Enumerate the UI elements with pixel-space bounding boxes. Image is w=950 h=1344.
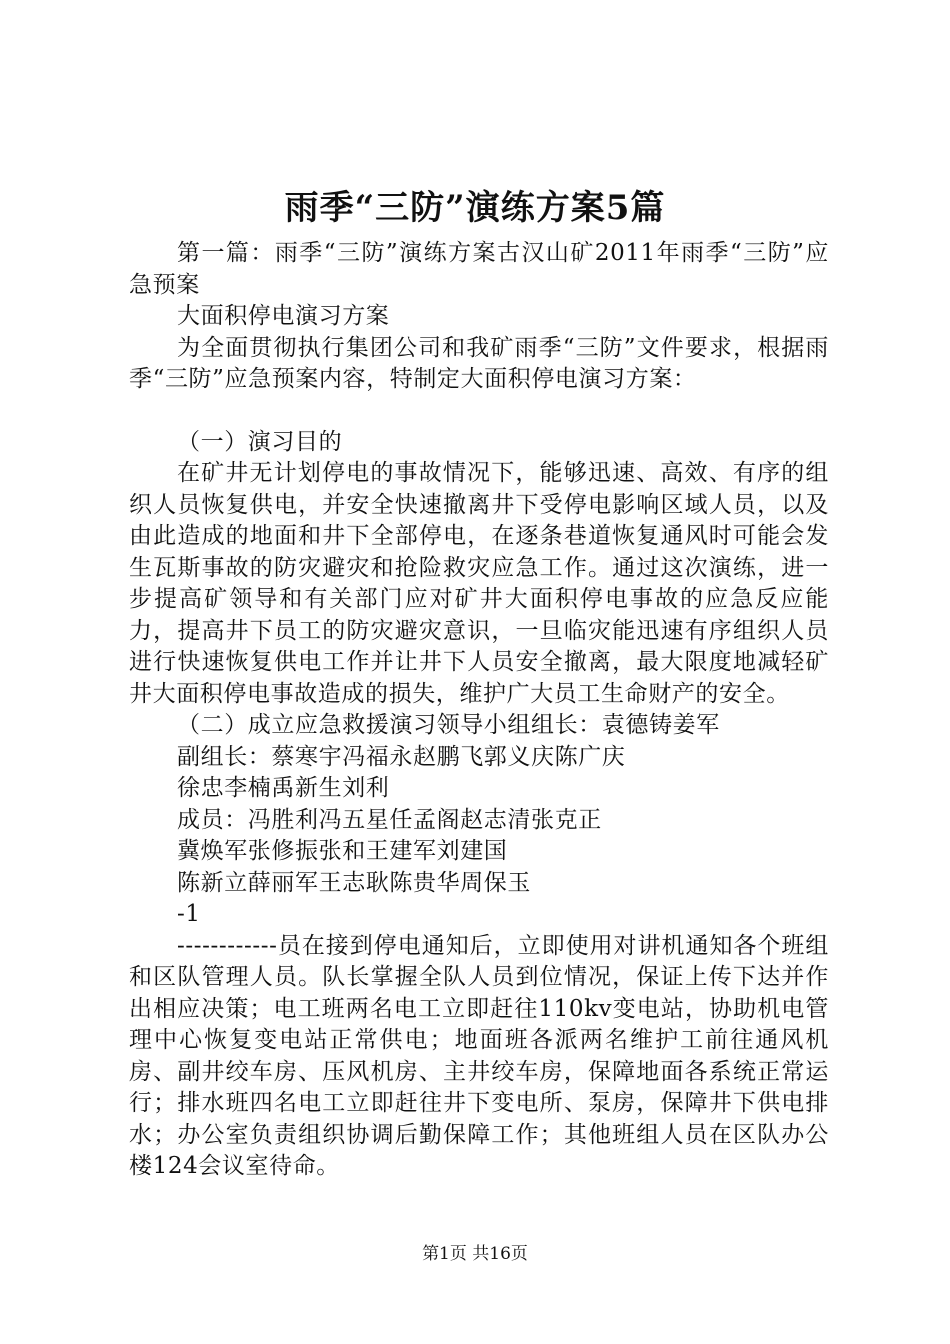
paragraph-members-cont-2: 陈新立薛丽军王志耿陈贵华周保玉 (177, 869, 531, 896)
section-heading-leadership: （二）成立应急救援演习领导小组组长：袁德铸姜军 (177, 712, 720, 738)
paragraph-procedure: ------------员在接到停电通知后，立即使用对讲机通知各个班组和区队管理人员。队长掌握全队人员到位情况，保证上传下达并作出相应决策；电工班两名电工立即赶往110kv变电站，协助机电管理中心恢复变电站正常供电；地面班各派两名维护工前往通风机房、副井绞车房、压风机房、主井绞车房，保障地面各系统正常运行；排水班四名电工立即赶往井下变电所、泵房，保障井下供电排水；办公室负责组织协调后勤保障工作；其他班组人员在区队办公楼124会议室待命。 (129, 932, 829, 1179)
section-heading-objective: （一）演习目的 (177, 428, 343, 455)
paragraph-objective: 在矿井无计划停电的事故情况下，能够迅速、高效、有序的组织人员恢复供电，并安全快速撤离井下受停电影响区域人员，以及由此造成的地面和井下全部停电，在逐条巷道恢复通风时可能会发生瓦斯事故的防灾避灾和抢险救灾应急工作。通过这次演练，进一步提高矿领导和有关部门应对矿井大面积停电事故的应急反应能力，提高井下员工的防灾避灾意识，一旦临灾能迅速有序组织人员进行快速恢复供电工作并让井下人员安全撤离，最大限度地减轻矿井大面积停电事故造成的损失，维护广大员工生命财产的安全。 (129, 460, 829, 707)
paragraph-purpose-statement: 为全面贯彻执行集团公司和我矿雨季“三防”文件要求，根据雨季“三防”应急预案内容，特制定大面积停电演习方案： (129, 334, 829, 392)
page-footer: 第1页 共16页 (422, 1244, 528, 1264)
paragraph-members: 成员：冯胜利冯五星任孟阁赵志清张克正 (177, 806, 602, 833)
paragraph-deputy-leaders-cont: 徐忠李楠禹新生刘利 (177, 775, 390, 801)
paragraph-page-marker: -1 (177, 901, 201, 927)
paragraph-plan-name: 大面积停电演习方案 (177, 303, 390, 329)
paragraph-deputy-leaders: 副组长：蔡寒宇冯福永赵鹏飞郭义庆陈广庆 (177, 743, 626, 770)
paragraph-members-cont-1: 冀焕军张修振张和王建军刘建国 (177, 838, 508, 864)
paragraph-intro: 第一篇：雨季“三防”演练方案古汉山矿2011年雨季“三防”应急预案 (129, 240, 829, 298)
document-body (129, 238, 829, 1183)
document-title: 雨季“三防”演练方案5篇 (284, 188, 666, 228)
